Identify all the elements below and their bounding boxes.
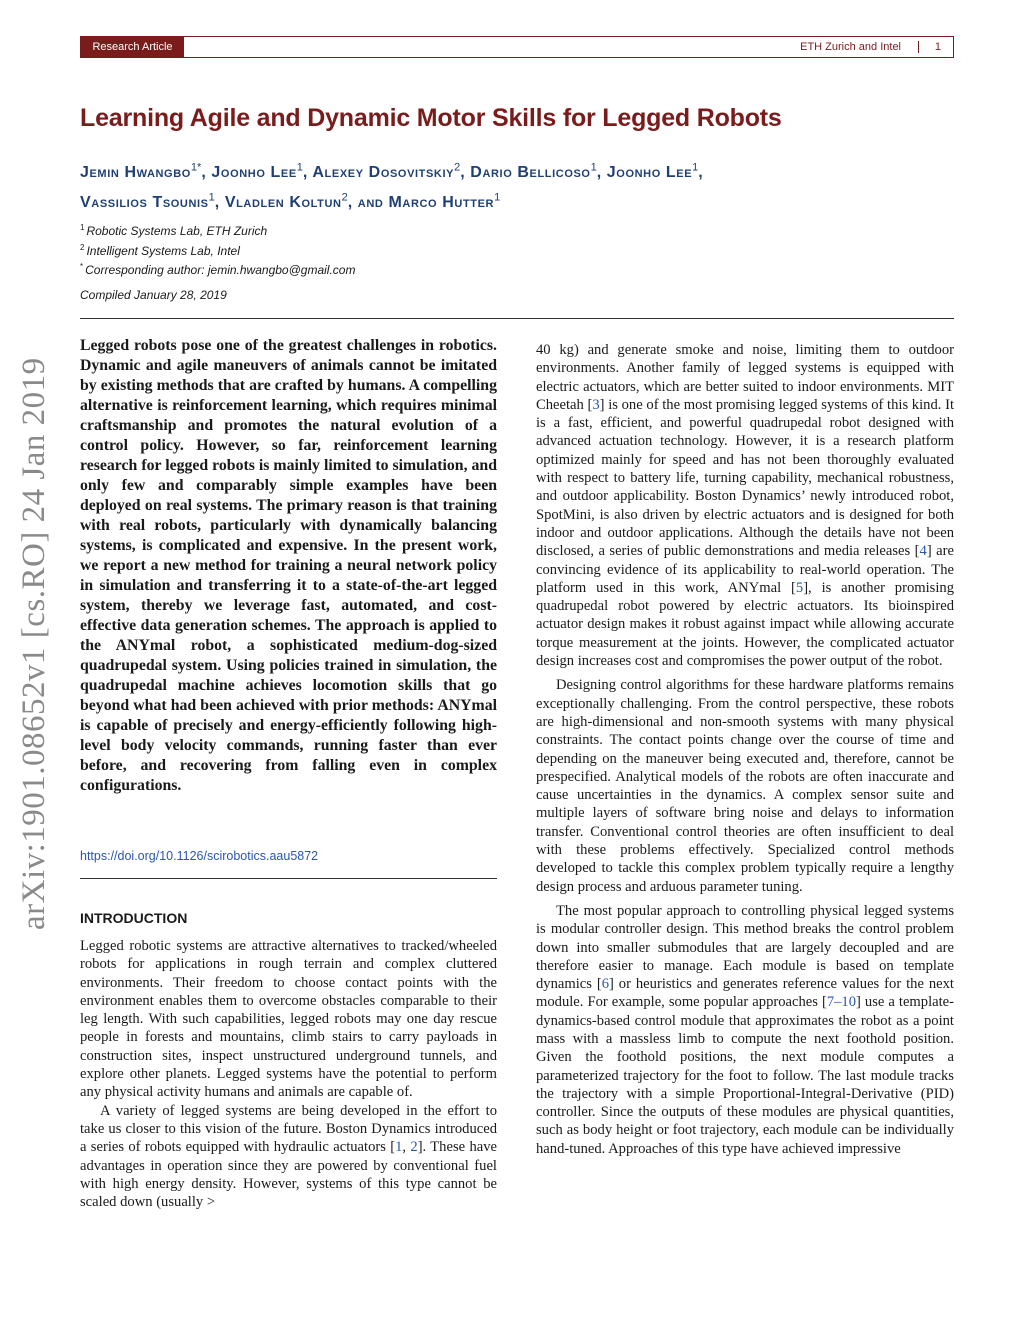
doi-link[interactable]: https://doi.org/10.1126/scirobotics.aau5872	[80, 849, 319, 863]
author: Vassilios Tsounis$^1$,	[80, 191, 220, 211]
divider	[80, 318, 954, 319]
author: Joonho Lee$^1$,	[606, 162, 704, 182]
citation-link[interactable]: 5	[795, 579, 804, 596]
affiliations	[80, 220, 355, 279]
author: Joonho Lee$^1$,	[211, 162, 308, 182]
affiliation-line: $^1$ Robotic Systems Lab, ETH Zurich	[80, 223, 268, 238]
arxiv-stamp: arXiv:1901.08652v1 [cs.RO] 24 Jan 2019	[16, 357, 52, 930]
paragraph: Designing control algorithms for these hardware platforms remains exceptionally challenging. From the control perspective, these robots are high-dimensional and non-smooth systems with many physical constraints. The contact points change over the course of time and depending on the maneuver being executed and, therefore, cannot be prespecified. Analytical models of the robots are often inaccurate and cause uncertainties in the dynamics. A complex sensor suite and multiple layers of software bring noise and delays to information transfer. Conventional control theories are often insufficient to deal with these problems effectively. Specialized control methods developed to tackle this complex problem typically require a lengthy design process and arduous parameter tuning.	[536, 677, 954, 895]
author: Marco Hutter$^1$	[388, 191, 501, 211]
divider	[80, 878, 497, 879]
header-divider	[918, 41, 919, 53]
section-heading-introduction: INTRODUCTION	[80, 910, 188, 926]
left-column-body	[80, 937, 497, 1211]
compiled-date: Compiled January 28, 2019	[80, 288, 227, 302]
author: Vladlen Koltun$^2$, and	[224, 191, 384, 211]
citation-link[interactable]: 7–10	[826, 994, 857, 1011]
paragraph: 40 kg) and generate smoke and noise, limiting them to outdoor environments. Another family of legged systems is equipped with electric actuators, which are better suited to indoor environments. MIT Cheetah [3] is one of the most promising legged systems of this kind. It is a fast, efficient, and powerful quadrupedal robot designed with advanced actuation technology. However, it is a research platform optimized mainly for speed and has not been thoroughly evaluated with respect to battery life, turning capability, mechanical robustness, and outdoor applicability. Boston Dynamics’ newly introduced robot, SpotMini, is also driven by electric actuators and is designed for both indoor and outdoor applications. Although the details have not been disclosed, a series of public demonstrations and media releases [4] are convincing evidence of its applicability to real-world operation. The platform used in this work, ANYmal [5], is another promising quadrupedal robot powered by electric actuators. Its bioinspired actuator design makes it robust against impact while allowing accurate torque measurement at the joints. However, the complicated actuator design increases cost and compromises the power output of the robot.	[536, 342, 955, 670]
author: Jemin Hwangbo$^{1*}$,	[80, 162, 207, 182]
paper-title: Learning Agile and Dynamic Motor Skills for Legged Robots	[80, 104, 782, 132]
affiliation-line: $^2$ Intelligent Systems Lab, Intel	[80, 242, 240, 258]
author-list	[80, 156, 960, 215]
citation-link[interactable]: 2	[410, 1139, 418, 1156]
citation-link[interactable]: 4	[919, 543, 927, 560]
article-type-tag: Research Article	[81, 37, 184, 57]
affiliation-line: * Corresponding author: jemin.hwangbo@gmail.com	[80, 262, 356, 277]
paragraph: The most popular approach to controlling physical legged systems is modular controller design. This method breaks the control problem down into smaller submodules that are largely decoupled and are therefore easier to manage. Each module is based on template dynamics [6] or heuristics and generates reference values for the next module. For example, some popular approaches [7–10] use a template-dynamics-based control module that approximates the robot as a point mass with a massless limb to compute the next foothold position. Given the foothold positions, the next module computes a parameterized trajectory for the foot to follow. The last module tracks the trajectory with a simple Proportional-Integral-Derivative (PID) controller. Since the outputs of these modules are physical quantities, such as body height or foot trajectory, each module can be individually hand-tuned. Approaches of this type have achieved impressive	[536, 902, 954, 1157]
paragraph: Legged robotic systems are attractive alternatives to tracked/wheeled robots for applications in rough terrain and complex cluttered environments. Their freedom to choose contact points with the environment enables them to overcome obstacles comparable to their leg length. With such capabilities, legged robots may one day rescue people in forests and mountains, climb stairs to carry payloads in construction sites, inspect unstructured underground tunnels, and explore other planets. Legged systems have the potential to perform any physical activity humans and animals are capable of.	[80, 938, 497, 1101]
paragraph: A variety of legged systems are being developed in the effort to take us closer to this vision of the future. Boston Dynamics introduced a series of robots equipped with hydraulic actuators [1, 2]. These have advantages in operation since they are powered by conventional fuel with high energy density. However, systems of this type cannot be scaled down (usually >	[80, 1102, 497, 1211]
citation-link[interactable]: 3	[592, 396, 600, 413]
header-affiliation: ETH Zurich and Intel	[800, 41, 901, 53]
author: Alexey Dosovitskiy$^2$,	[312, 162, 466, 182]
right-column-body	[536, 341, 954, 1158]
abstract: Legged robots pose one of the greatest challenges in robotics. Dynamic and agile maneuvers of animals cannot be imitated by existing methods that are crafted by humans. A compelling alternative is reinforcement learning, which requires minimal craftsmanship and promotes the natural evolution of a control policy. However, so far, reinforcement learning research for legged robots is mainly limited to simulation, and only few and comparably simple examples have been deployed on real systems. The primary reason is that training with real robots, particularly with dynamically balancing systems, is complicated and expensive. In the present work, we report a new method for training a neural network policy in simulation and transferring it to a state-of-the-art legged system, thereby we leverage fast, automated, and cost-effective data generation schemes. The approach is applied to the ANYmal robot, a sophisticated medium-dog-sized quadrupedal system. Using policies trained in simulation, the quadrupedal machine achieves locomotion skills that go beyond what had been achieved with prior methods: ANYmal is capable of precisely and energy-efficiently following high-level body velocity commands, running faster than ever before, and recovering from falling even in complex configurations.	[80, 337, 497, 794]
author: Dario Bellicoso$^1$,	[470, 162, 602, 182]
citation-link[interactable]: 6	[601, 976, 610, 993]
page-number: 1	[934, 41, 941, 53]
citation-link[interactable]: 1	[395, 1139, 403, 1156]
running-header	[80, 36, 954, 58]
